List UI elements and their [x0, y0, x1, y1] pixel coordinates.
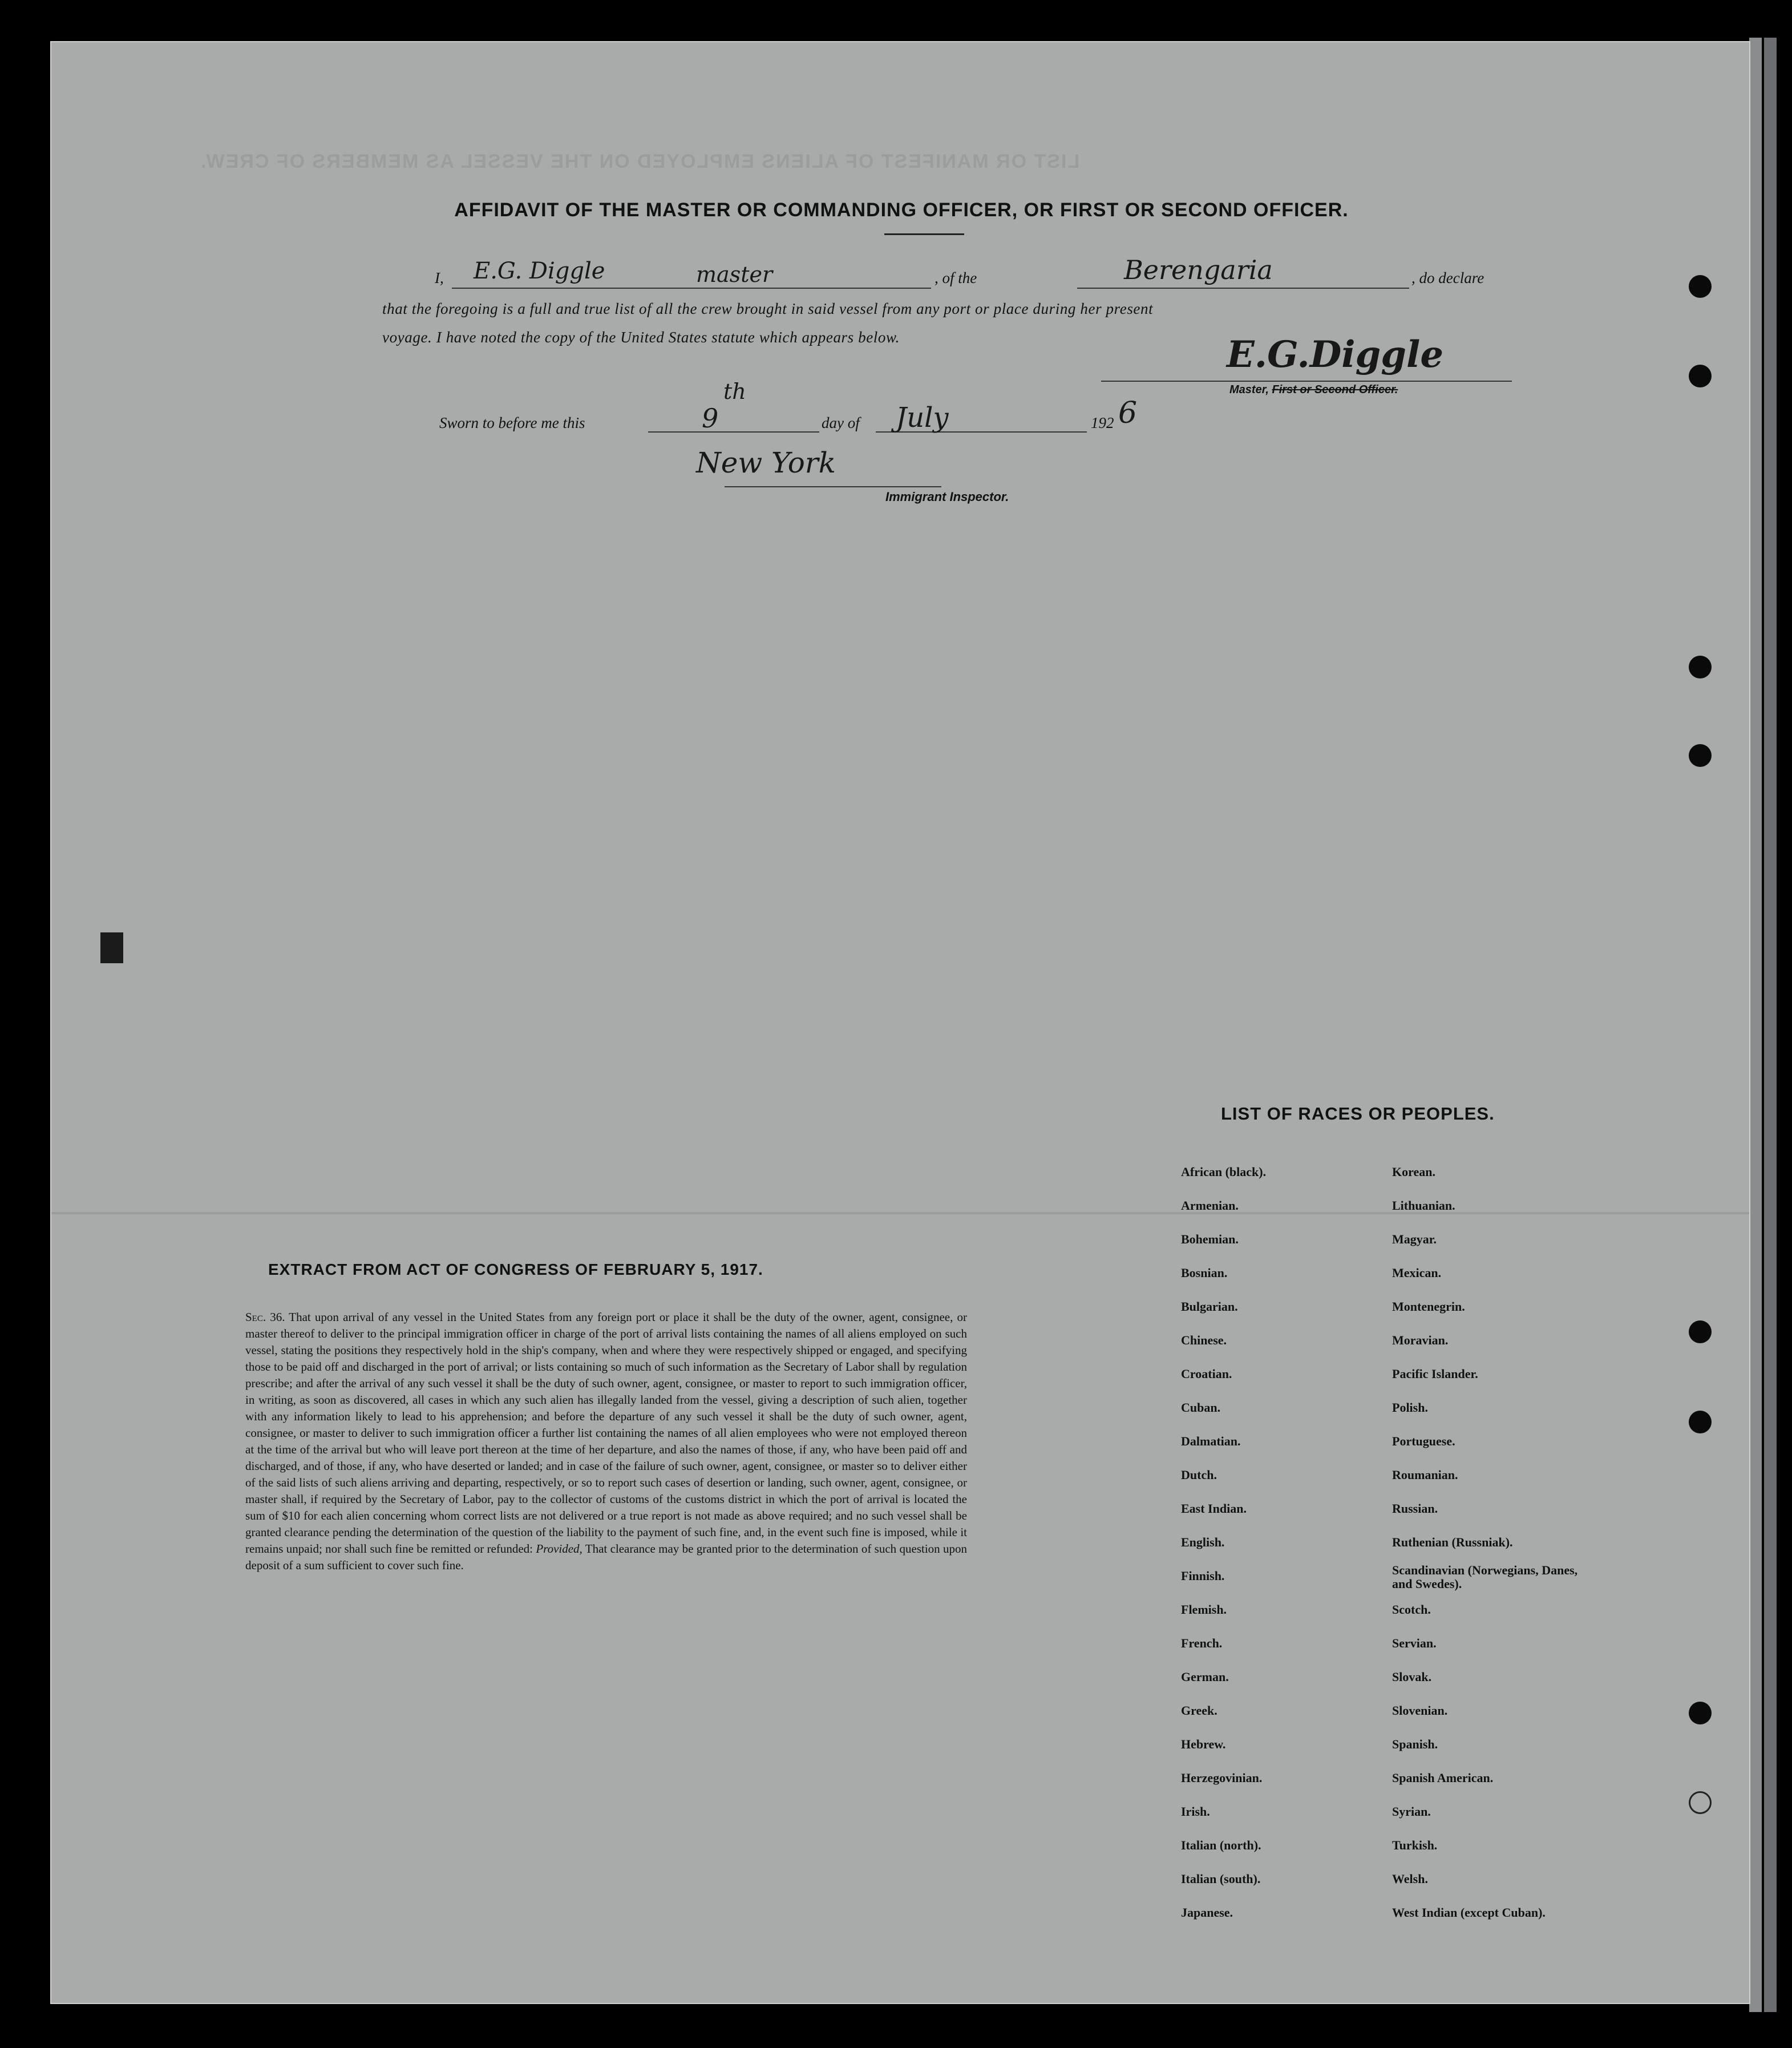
race-item: Bohemian.	[1181, 1232, 1239, 1246]
race-item: English.	[1181, 1535, 1225, 1549]
proviso-text: That clearance may be granted prior to the determination of such question upon deposit of a sum sufficient to cover such fine.	[245, 1542, 967, 1572]
inspector-caption: Immigrant Inspector.	[885, 490, 1009, 504]
race-item: Bulgarian.	[1181, 1299, 1238, 1314]
race-item: Finnish.	[1181, 1569, 1225, 1583]
race-item: Polish.	[1392, 1400, 1428, 1415]
master-signature: E.G.Diggle	[1227, 333, 1444, 376]
vessel-blank	[1077, 288, 1409, 289]
race-item: Dalmatian.	[1181, 1434, 1241, 1448]
race-item: Spanish American.	[1392, 1771, 1494, 1785]
bleed-through-heading: LIST OR MANIFEST OF ALIENS EMPLOYED ON THE VESSEL AS MEMBERS OF CREW.	[200, 151, 1080, 172]
handwritten-year-digit: 6	[1118, 396, 1138, 430]
race-item: East Indian.	[1181, 1501, 1247, 1516]
punch-hole-icon	[1689, 1411, 1712, 1433]
manifest-page	[50, 41, 1750, 2004]
race-item: Mexican.	[1392, 1266, 1442, 1280]
handwritten-day-suffix: th	[723, 379, 746, 404]
race-item: Slovenian.	[1392, 1703, 1448, 1718]
handwritten-rank: master	[696, 262, 773, 287]
affidavit-do-declare: , do declare	[1411, 269, 1484, 286]
punch-hole-icon	[1689, 744, 1712, 767]
race-item: Irish.	[1181, 1804, 1210, 1819]
punch-hole-icon	[1689, 275, 1712, 298]
race-item: Servian.	[1392, 1636, 1437, 1650]
race-item: Italian (south).	[1181, 1872, 1261, 1886]
sworn-text: Sworn to before me this	[439, 414, 585, 431]
race-item: Herzegovinian.	[1181, 1771, 1263, 1785]
race-item: Armenian.	[1181, 1198, 1239, 1213]
affidavit-of-the: , of the	[935, 269, 977, 286]
page-edge-right-2	[1764, 38, 1777, 2012]
race-item: Turkish.	[1392, 1838, 1438, 1852]
race-item: Magyar.	[1392, 1232, 1437, 1246]
race-item: Flemish.	[1181, 1602, 1227, 1617]
race-item: Hebrew.	[1181, 1737, 1226, 1751]
signature-line	[1101, 381, 1512, 382]
race-item: Portuguese.	[1392, 1434, 1455, 1448]
name-blank	[452, 288, 931, 289]
race-item: Korean.	[1392, 1165, 1435, 1179]
race-item: Roumanian.	[1392, 1468, 1458, 1482]
race-item: Italian (north).	[1181, 1838, 1261, 1852]
handwritten-vessel: Berengaria	[1124, 255, 1273, 285]
race-item: Welsh.	[1392, 1872, 1428, 1886]
races-column-1	[1181, 1155, 1375, 1929]
section-label: Sec. 36.	[245, 1310, 285, 1324]
punch-hole-icon	[1689, 365, 1712, 387]
race-item: Pacific Islander.	[1392, 1367, 1478, 1381]
caption-master: Master,	[1229, 383, 1269, 396]
races-heading: LIST OF RACES OR PEOPLES.	[1221, 1104, 1495, 1124]
race-item: Japanese.	[1181, 1905, 1233, 1920]
handwritten-place: New York	[696, 446, 836, 479]
race-item: French.	[1181, 1636, 1223, 1650]
section-text: That upon arrival of any vessel in the United States from any foreign port or place it shall be the duty of the owner, agent, consignee, or master thereof to deliver to the principal immigration officer in charge of the port of arrival lists containing the names of all aliens employed on such vessel, stating the positions they respectively hold in the ship's company, when and where they were respectively shipped or engaged, and specifying those to be paid off and discharged in the port of arrival; or lists containing so much of such information as the Secretary of Labor shall by regulation prescribe; and after the arrival of any such vessel it shall be the duty of such owner, agent, consignee, or master to report to such immigration officer, in writing, as soon as discovered, all cases in which any such alien has illegally landed from the vessel, giving a description of such alien, together with any information likely to lead to his apprehension; and before the departure of any such vessel it shall be the duty of such owner, agent, consignee, or master to deliver to such immigration officer a further list containing the names of all alien employees who were not employed thereon at the time of the arrival but who will leave port thereon at the time of her departure, and also the names of those, if any, who have been paid off and discharged, and of those, if any, who have deserted or landed; and in case of the failure of such owner, agent, consignee, or master so to deliver either of the said lists of such aliens arriving and departing, respectively, or so to report such cases of desertion or landing, such owner, agent, consignee, or master shall, if required by the Secretary of Labor, pay to the collector of customs of the customs district in which the port of arrival is located the sum of $10 for each alien concerning whom correct lists are not delivered or a true report is not made as above required; and no such vessel shall be granted clearance pending the determination of the question of the liability to the payment of such fine, and, in the event such fine is imposed, while it remains unpaid; nor shall such fine be remitted or refunded:	[245, 1310, 967, 1556]
caption-struck-officer: First or Second Officer.	[1272, 383, 1398, 396]
punch-hole-icon	[1689, 1320, 1712, 1343]
heading-rule	[884, 233, 964, 235]
page-edge-right-1	[1749, 38, 1762, 2012]
punch-hole-icon	[1689, 1702, 1712, 1724]
extract-heading: EXTRACT FROM ACT OF CONGRESS OF FEBRUARY 5, 1917.	[268, 1261, 763, 1278]
race-item: Chinese.	[1181, 1333, 1227, 1347]
race-item: Scotch.	[1392, 1602, 1431, 1617]
race-item: Greek.	[1181, 1703, 1217, 1718]
race-item: Dutch.	[1181, 1468, 1217, 1482]
handwritten-month: July	[896, 402, 949, 434]
affidavit-heading: AFFIDAVIT OF THE MASTER OR COMMANDING OFFICER, OR FIRST OR SECOND OFFICER.	[454, 199, 1349, 221]
year-printed: 192	[1091, 414, 1114, 431]
signature-caption	[1229, 383, 1398, 397]
race-item: Montenegrin.	[1392, 1299, 1465, 1314]
binding-clip-icon	[100, 932, 123, 963]
race-item: Slovak.	[1392, 1670, 1432, 1684]
race-item: Cuban.	[1181, 1400, 1221, 1415]
extract-body	[245, 1309, 967, 1574]
race-item: German.	[1181, 1670, 1229, 1684]
affidavit-pronoun: I,	[435, 269, 444, 286]
punch-hole-icon	[1689, 656, 1712, 678]
race-item: West Indian (except Cuban).	[1392, 1905, 1546, 1920]
race-item: African (black).	[1181, 1165, 1267, 1179]
proviso-label: Provided,	[536, 1542, 582, 1556]
handwritten-name: E.G. Diggle	[474, 258, 605, 284]
race-item: Moravian.	[1392, 1333, 1449, 1347]
race-item: Lithuanian.	[1392, 1198, 1455, 1213]
race-item: Croatian.	[1181, 1367, 1232, 1381]
race-item: Scandinavian (Norwegians, Danes, and Swedes).	[1392, 1563, 1578, 1591]
race-item: Bosnian.	[1181, 1266, 1228, 1280]
race-item: Russian.	[1392, 1501, 1438, 1516]
day-blank	[648, 431, 819, 433]
handwritten-day: 9	[702, 403, 719, 434]
day-of-text: day of	[822, 414, 860, 431]
race-item: Spanish.	[1392, 1737, 1438, 1751]
punch-hole-ring-icon	[1689, 1791, 1712, 1814]
race-item: Ruthenian (Russniak).	[1392, 1535, 1513, 1549]
affidavit-line-2: that the foregoing is a full and true list of all the crew brought in said vessel from any port or place during her present	[382, 300, 1154, 317]
races-column-2	[1392, 1155, 1689, 1929]
inspector-line	[725, 486, 941, 487]
affidavit-line-3: voyage. I have noted the copy of the United States statute which appears below.	[382, 329, 900, 346]
race-item: Syrian.	[1392, 1804, 1431, 1819]
